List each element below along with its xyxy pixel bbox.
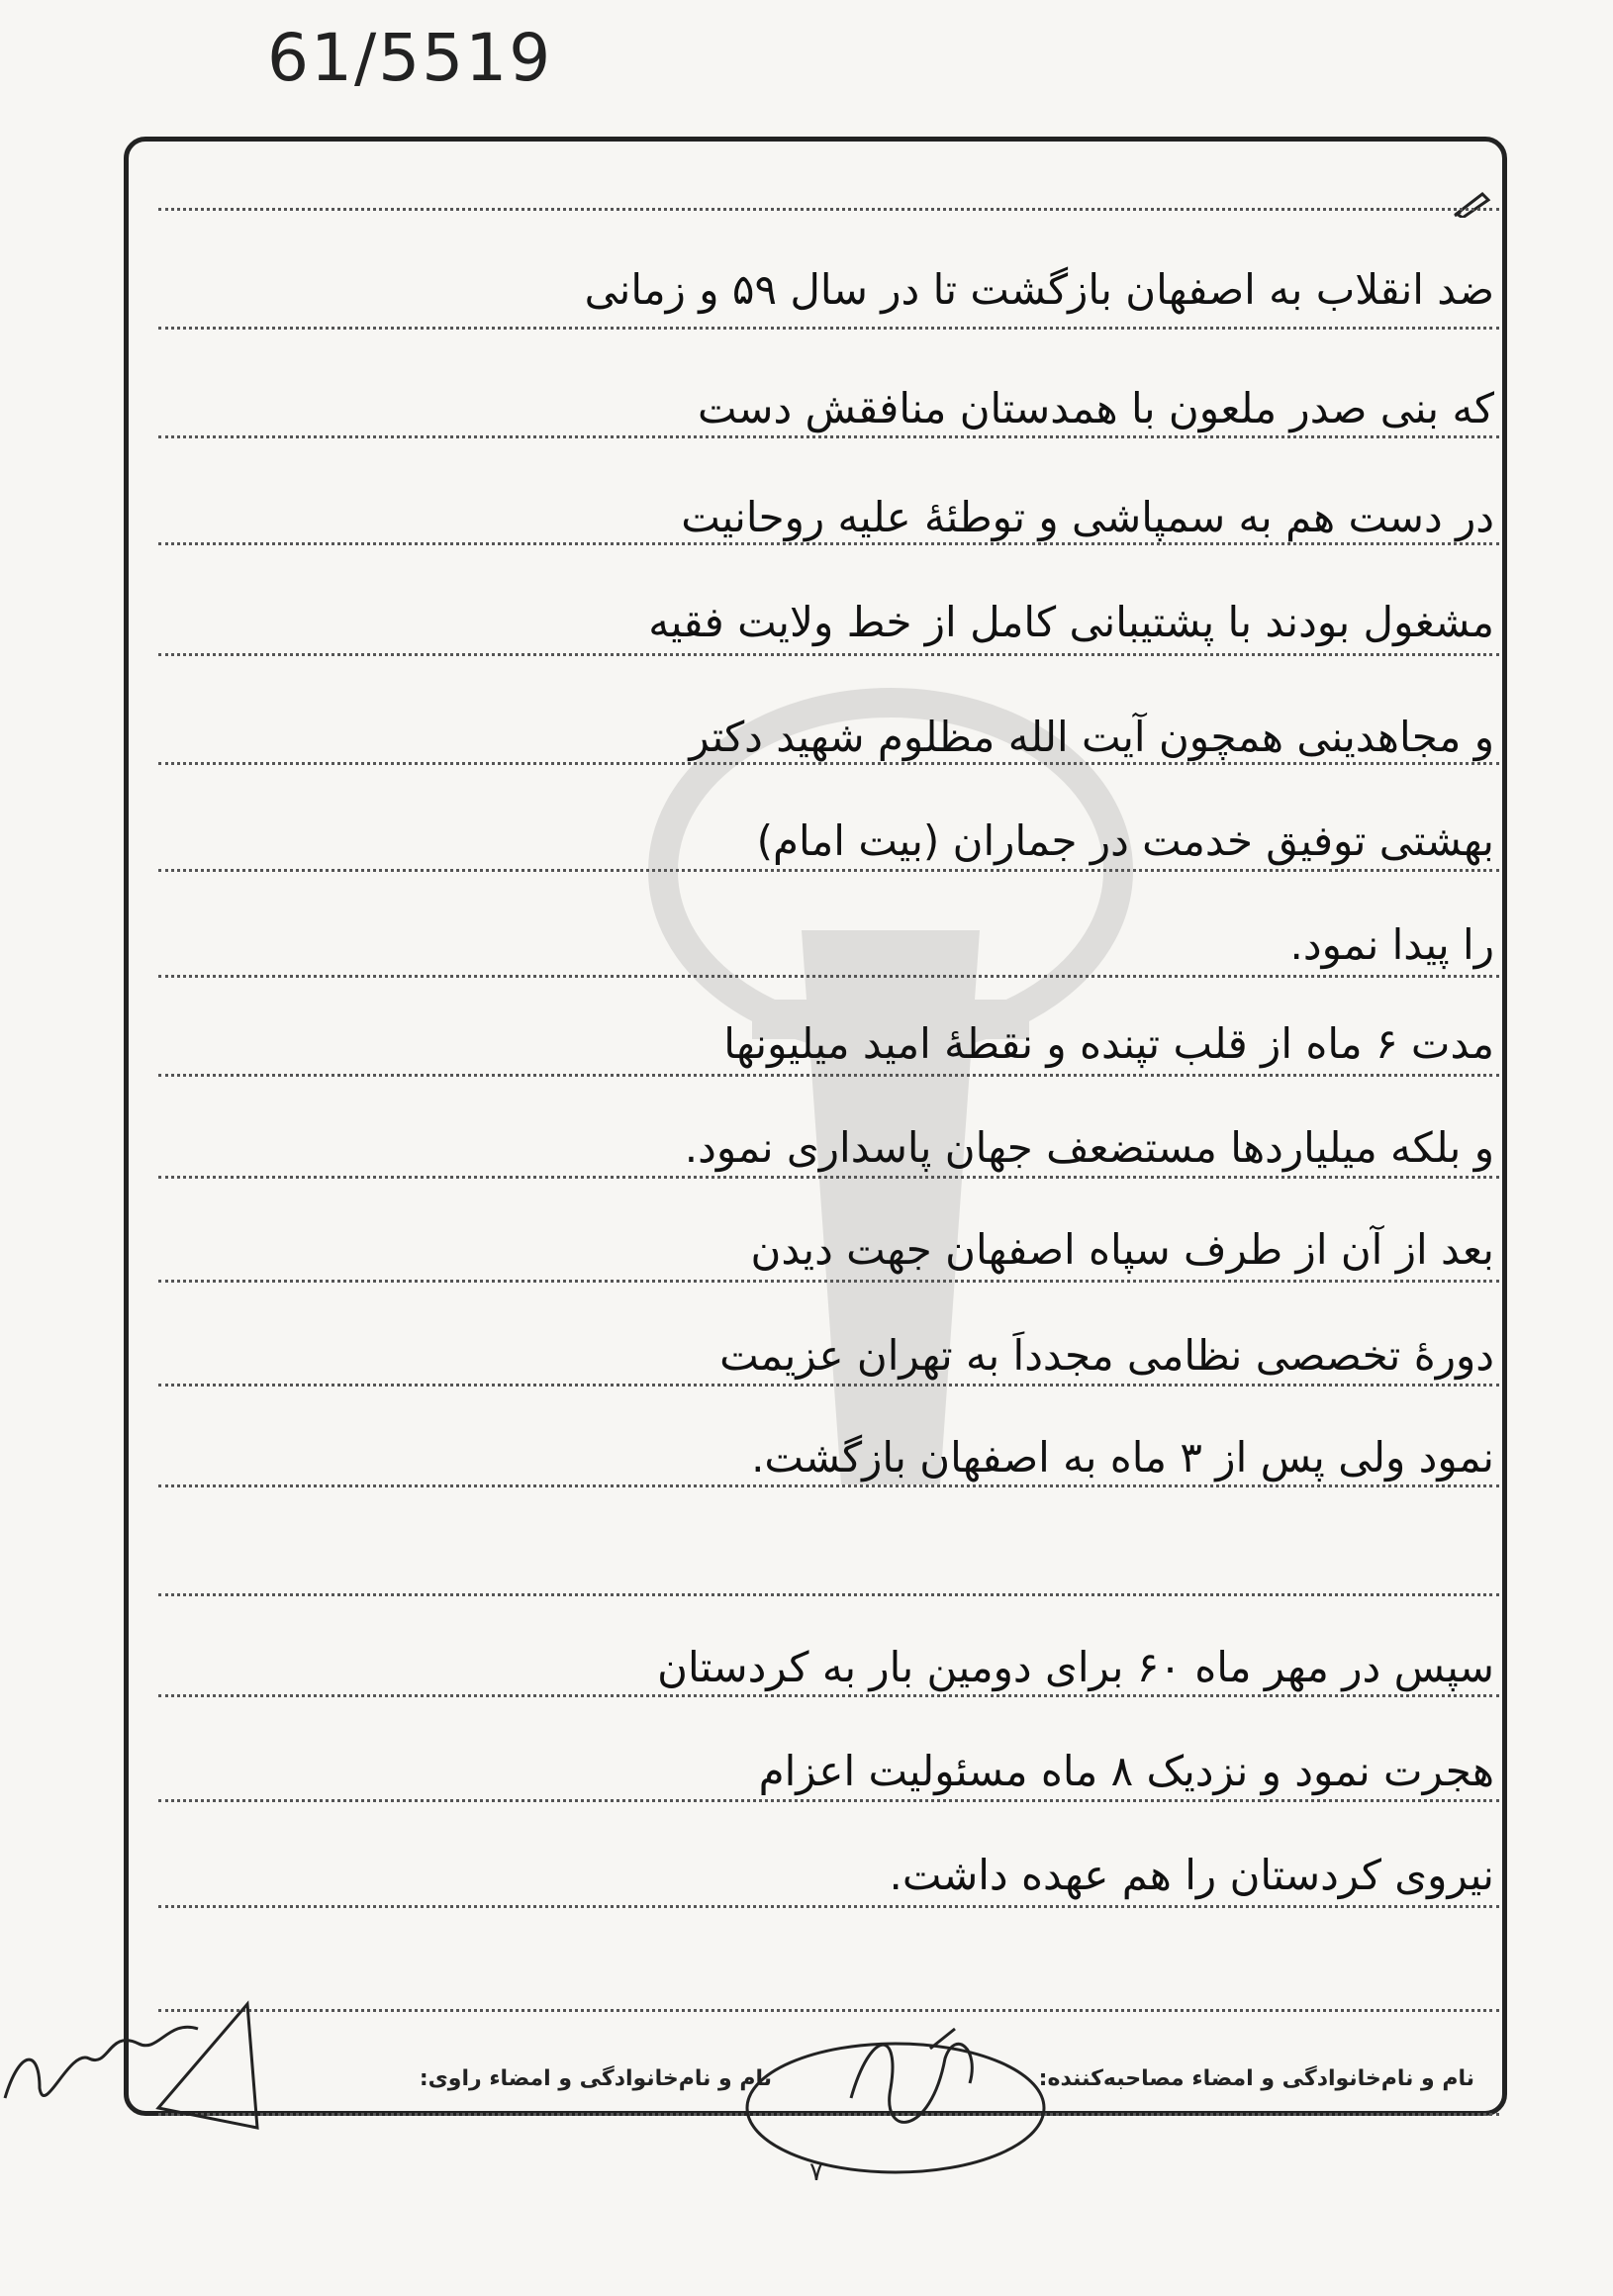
handwritten-line: که بنی صدر ملعون با همدستان منافقش دست (698, 384, 1494, 432)
interviewer-signature-label: نام و نام‌خانوادگی و امضاء مصاحبه‌کننده: (1038, 2066, 1474, 2091)
handwritten-line: و بلکه میلیاردها مستضعف جهان پاسداری نمود. (684, 1123, 1494, 1172)
narrator-signature-label: نام و نام‌خانوادگی و امضاء راوی: (419, 2066, 772, 2091)
interviewer-signature (732, 1989, 1059, 2187)
handwritten-line: دورهٔ تخصصی نظامی مجدداً به تهران عزیمت (719, 1331, 1494, 1380)
handwritten-line: سپس در مهر ماه ۶۰ برای دومین بار به کردستان (657, 1643, 1494, 1691)
ruled-line (158, 208, 1499, 211)
handwritten-line (163, 1539, 1494, 1608)
page-number: ۷ (809, 2157, 823, 2187)
handwritten-line: بعد از آن از طرف سپاه اصفهان جهت دیدن (750, 1225, 1494, 1274)
handwritten-line: نمود ولی پس از ۳ ماه به اصفهان بازگشت. (751, 1433, 1494, 1482)
handwritten-line: نیروی کردستان را هم عهده داشت. (889, 1851, 1494, 1899)
handwritten-line: را پیدا نمود. (1289, 920, 1494, 969)
document-number: 61/5519 (267, 20, 553, 96)
narrator-signature (0, 1989, 297, 2138)
pen-icon (1453, 188, 1492, 218)
handwritten-line: هجرت نمود و نزدیک ۸ ماه مسئولیت اعزام (758, 1747, 1494, 1795)
handwritten-line: ضد انقلاب به اصفهان بازگشت تا در سال ۵۹ و زمانی (584, 265, 1494, 314)
handwritten-line: مشغول بودند با پشتیبانی کامل از خط ولایت فقیه (648, 598, 1494, 646)
handwritten-line: و مجاهدینی همچون آیت الله مظلوم شهید دکتر (689, 713, 1494, 761)
emblem-watermark-icon (633, 673, 1148, 1564)
handwritten-line: مدت ۶ ماه از قلب تپنده و نقطهٔ امید میلیونها (723, 1019, 1494, 1068)
handwritten-line: در دست هم به سمپاشی و توطئهٔ علیه روحانیت (681, 493, 1494, 541)
handwritten-line: بهشتی توفیق خدمت در جماران (بیت امام) (756, 816, 1494, 865)
